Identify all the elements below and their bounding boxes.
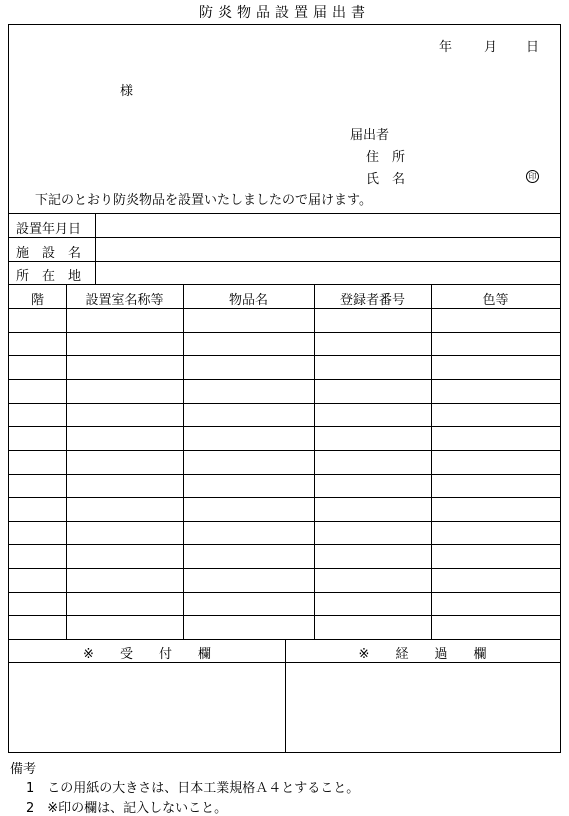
table-cell[interactable] [433,570,558,590]
table-cell[interactable] [316,381,429,401]
table-cell[interactable] [68,546,181,566]
table-cell[interactable] [68,476,181,496]
table-cell[interactable] [11,334,64,354]
table-cell[interactable] [11,428,64,448]
table-cell[interactable] [316,310,429,330]
table-header-floor: 階 [30,293,44,308]
table-cell[interactable] [68,428,181,448]
table-cell[interactable] [185,452,312,472]
table-cell[interactable] [433,381,558,401]
table-cell[interactable] [433,617,558,637]
table-cell[interactable] [433,428,558,448]
note-item-1: 1 この用紙の大きさは、日本工業規格Ａ４とすること。 [26,781,360,796]
table-cell[interactable] [11,452,64,472]
table-cell[interactable] [316,405,429,425]
table-cell[interactable] [68,310,181,330]
form-title: 防炎物品設置届出書 [199,5,370,21]
table-cell[interactable] [433,523,558,543]
table-cell[interactable] [433,334,558,354]
table-cell[interactable] [185,381,312,401]
statement-text: 下記のとおり防炎物品を設置いたしましたので届けます。 [35,193,372,208]
table-cell[interactable] [316,617,429,637]
table-cell[interactable] [316,546,429,566]
table-cell[interactable] [68,381,181,401]
location-field[interactable] [99,264,554,282]
table-cell[interactable] [316,428,429,448]
table-cell[interactable] [68,357,181,377]
reception-label: ※ 受 付 欄 [83,647,211,662]
table-cell[interactable] [185,499,312,519]
table-cell[interactable] [11,594,64,614]
table-cell[interactable] [11,476,64,496]
table-cell[interactable] [68,594,181,614]
table-cell[interactable] [433,405,558,425]
table-header-color: 色等 [482,293,509,308]
table-header-registrant: 登録者番号 [339,293,405,308]
table-cell[interactable] [11,617,64,637]
form-frame [8,24,561,753]
table-cell[interactable] [11,570,64,590]
seal-icon: 印 [526,170,539,183]
table-cell[interactable] [433,546,558,566]
table-cell[interactable] [185,428,312,448]
table-header-item: 物品名 [228,293,268,308]
date-month-label: 月 [484,40,498,55]
table-cell[interactable] [433,594,558,614]
table-cell[interactable] [11,381,64,401]
install-date-label: 設置年月日 [16,222,82,237]
table-cell[interactable] [316,334,429,354]
reception-area [11,665,283,750]
address-label: 住 所 [366,150,406,165]
facility-name-label: 施 設 名 [16,246,82,261]
location-label: 所 在 地 [16,269,82,284]
addressee-suffix: 様 [120,84,134,99]
table-cell[interactable] [316,452,429,472]
note-item-2: 2 ※印の欄は、記入しないこと。 [26,801,228,816]
table-cell[interactable] [185,523,312,543]
table-cell[interactable] [68,617,181,637]
table-cell[interactable] [185,546,312,566]
table-cell[interactable] [68,452,181,472]
table-cell[interactable] [11,405,64,425]
table-cell[interactable] [185,476,312,496]
table-cell[interactable] [11,523,64,543]
table-cell[interactable] [185,405,312,425]
table-cell[interactable] [433,476,558,496]
table-cell[interactable] [68,523,181,543]
install-date-field[interactable] [99,217,554,235]
table-cell[interactable] [316,523,429,543]
table-cell[interactable] [433,499,558,519]
table-cell[interactable] [185,594,312,614]
table-cell[interactable] [68,405,181,425]
table-cell[interactable] [316,594,429,614]
table-cell[interactable] [11,546,64,566]
table-cell[interactable] [185,310,312,330]
table-cell[interactable] [185,617,312,637]
name-label: 氏 名 [366,172,406,187]
table-cell[interactable] [185,570,312,590]
table-header-room: 設置室名称等 [85,293,164,308]
table-cell[interactable] [11,310,64,330]
table-cell[interactable] [68,334,181,354]
table-cell[interactable] [68,499,181,519]
date-day-label: 日 [526,40,540,55]
facility-name-field[interactable] [99,241,554,259]
table-cell[interactable] [433,310,558,330]
table-cell[interactable] [316,476,429,496]
table-cell[interactable] [11,499,64,519]
notes-heading: 備考 [10,762,37,777]
progress-area [288,665,558,750]
table-cell[interactable] [316,357,429,377]
date-year-label: 年 [439,40,453,55]
notifier-label: 届出者 [350,128,390,143]
table-cell[interactable] [185,334,312,354]
table-cell[interactable] [11,357,64,377]
table-cell[interactable] [433,452,558,472]
table-cell[interactable] [316,570,429,590]
table-cell[interactable] [68,570,181,590]
table-cell[interactable] [433,357,558,377]
progress-label: ※ 経 過 欄 [358,647,487,662]
table-cell[interactable] [316,499,429,519]
table-cell[interactable] [185,357,312,377]
